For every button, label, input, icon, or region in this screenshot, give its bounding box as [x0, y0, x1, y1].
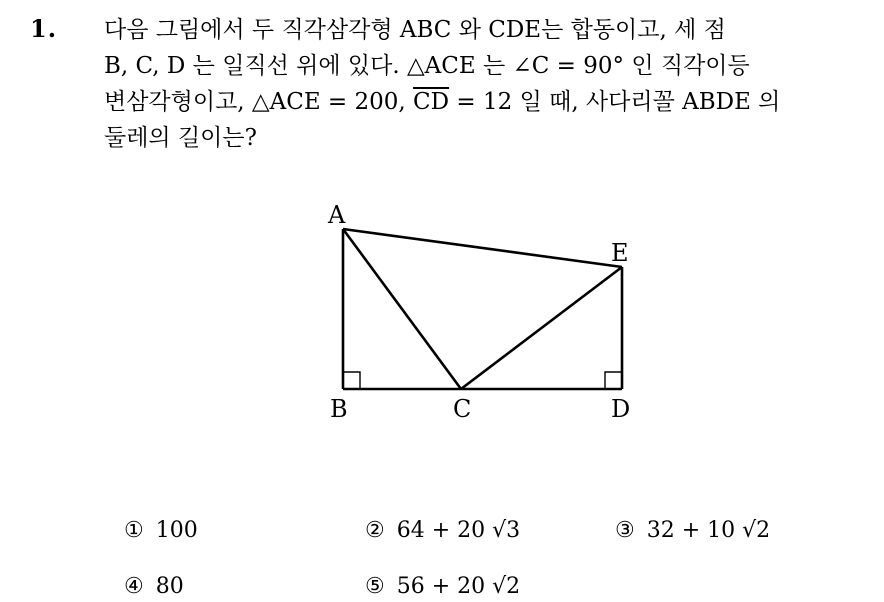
choice-1-mark: ①: [124, 518, 144, 543]
choice-5-mark: ⑤: [365, 574, 385, 599]
choice-1-text: 100: [155, 518, 198, 543]
segment-ae: [343, 229, 622, 267]
question-line-2: B, C, D 는 일직선 위에 있다. △ACE 는 ∠C = 90° 인 직각이등: [104, 53, 750, 79]
choice-2-text: 64 + 20 √3: [396, 518, 521, 543]
label-d: D: [611, 395, 631, 423]
choice-1[interactable]: [124, 518, 198, 543]
label-b: B: [330, 395, 348, 423]
question-line-3: [104, 84, 864, 120]
choice-3-mark: ③: [615, 518, 635, 543]
segment-ac: [343, 229, 461, 389]
label-a: A: [328, 201, 346, 229]
choice-4-text: 80: [155, 574, 184, 599]
question-line-4: 둘레의 길이는?: [104, 125, 257, 151]
choice-3[interactable]: [615, 518, 770, 543]
question-number: 1.: [30, 14, 58, 43]
question-line-1: 다음 그림에서 두 직각삼각형 ABC 와 CDE는 합동이고, 세 점: [104, 17, 726, 43]
choice-2-mark: ②: [365, 518, 385, 543]
question-line-3-part-1: 변삼각형이고, △ACE = 200,: [104, 89, 406, 115]
question-line-3-part-2: = 12 일 때, 사다리꼴 ABDE 의: [456, 89, 781, 115]
choice-4-mark: ④: [124, 574, 144, 599]
figure-svg: [300, 195, 660, 435]
choice-4[interactable]: [124, 574, 184, 599]
choice-2[interactable]: [365, 518, 520, 543]
geometry-figure: [300, 195, 660, 435]
segment-ce: [461, 267, 622, 389]
choice-3-text: 32 + 10 √2: [646, 518, 771, 543]
segment-cd: $\overline{CD}$: [413, 89, 450, 115]
question-text: [104, 12, 864, 156]
right-angle-mark-d: [605, 372, 622, 389]
label-c: C: [453, 395, 472, 423]
label-e: E: [611, 239, 629, 267]
choice-5[interactable]: [365, 574, 520, 599]
right-angle-mark-b: [343, 372, 360, 389]
choice-5-text: 56 + 20 √2: [396, 574, 521, 599]
